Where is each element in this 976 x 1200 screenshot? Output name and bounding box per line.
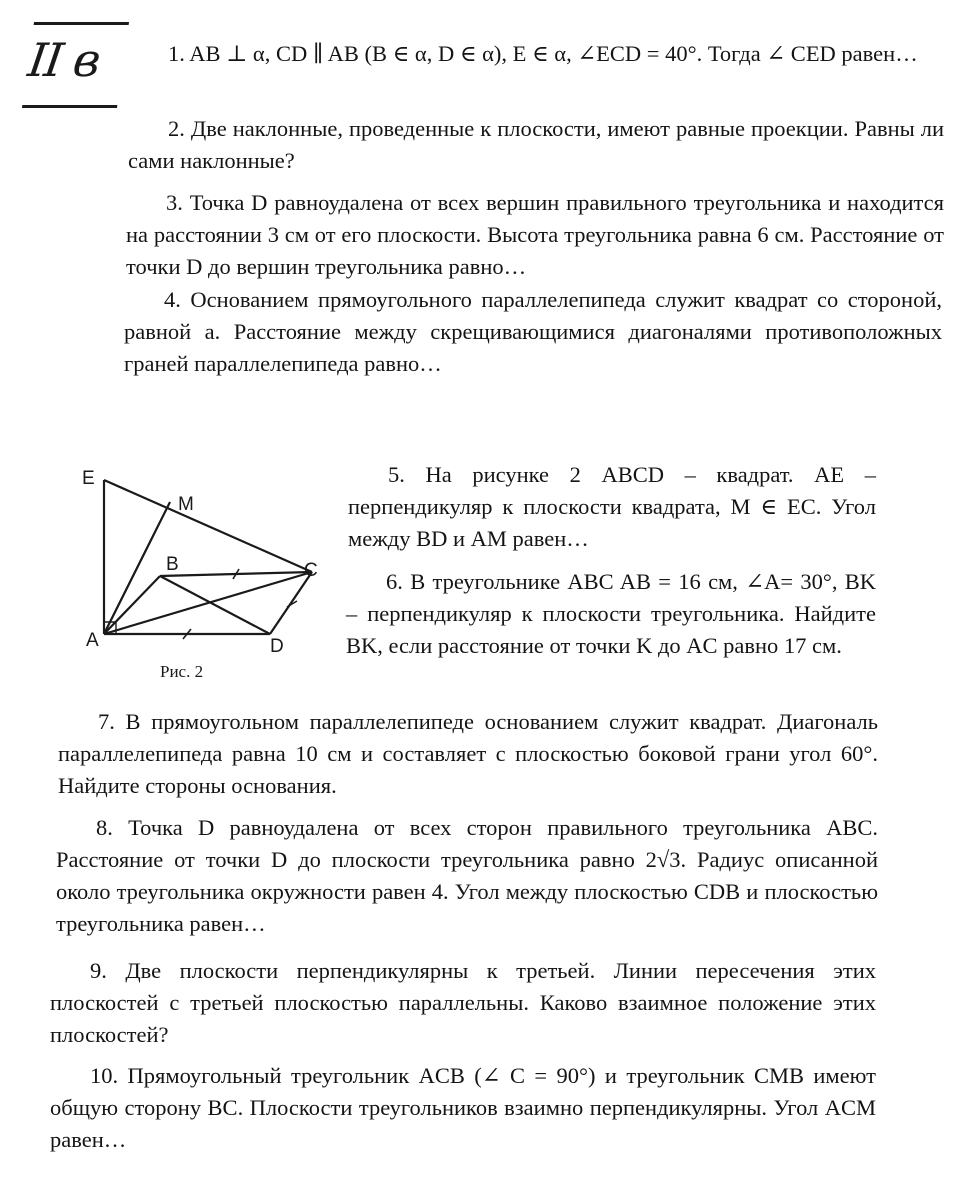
- task-number: 3.: [166, 190, 183, 215]
- figure-caption: Рис. 2: [160, 662, 204, 681]
- task-number: 6.: [386, 569, 403, 594]
- task-4: [124, 284, 942, 380]
- task-number: 4.: [164, 287, 181, 312]
- task-number: 10.: [90, 1063, 119, 1088]
- task-2: [128, 113, 944, 177]
- label-e: E: [82, 468, 95, 489]
- task-text: Две наклонные, проведенные к плоскости, имеют равные проекции. Равны ли сами наклонные?: [128, 116, 944, 173]
- task-number: 9.: [90, 958, 107, 983]
- task-10: [50, 1060, 876, 1156]
- edge-dc: [270, 572, 312, 634]
- task-text: На рисунке 2 ABCD – квадрат. AE – перпендикуляр к плоскости квадрата, M ∈ EC. Угол между BD и AM равен…: [348, 462, 877, 551]
- task-text: Основанием прямоугольного параллелепипеда служит квадрат со стороной, равной a. Расстояние между скрещивающимися диагоналями противоположных граней параллелепипеда равно…: [124, 287, 943, 376]
- task-number: 1.: [168, 41, 185, 66]
- edge-am: [104, 502, 170, 634]
- label-m: M: [178, 494, 194, 515]
- task-text: Точка D равноудалена от всех сторон правильного треугольника ABC. Расстояние от точки D до плоскости треугольника равно 2√3. Радиус описанной около треугольника окружности равен 4. Угол между плоскостью CDB и плоскостью треугольника равен…: [56, 815, 879, 936]
- figure-2: [80, 462, 340, 692]
- task-9: [50, 955, 876, 1051]
- task-8: [56, 812, 878, 940]
- label-a: A: [86, 630, 99, 651]
- task-7: [58, 706, 878, 802]
- handwritten-variant-mark: II в: [22, 22, 129, 108]
- task-1: [128, 38, 944, 70]
- label-b: B: [166, 554, 179, 575]
- task-3: [126, 187, 944, 283]
- label-d: D: [270, 636, 284, 657]
- task-number: 2.: [168, 116, 185, 141]
- task-text: В треугольнике ABC AB = 16 см, ∠A= 30°, BK – перпендикуляр к плоскости треугольника. Найдите BK, если расстояние от точки K до AC равно 17 см.: [346, 569, 877, 658]
- edge-bd: [160, 576, 270, 634]
- task-text: Две плоскости перпендикулярны к третьей. Линии пересечения этих плоскостей с третьей плоскостью параллельны. Каково взаимное положение этих плоскостей?: [50, 958, 876, 1047]
- task-text: Прямоугольный треугольник ACB (∠ C = 90°) и треугольник CMB имеют общую сторону BC. Плоскости треугольников взаимно перпендикулярны. Угол ACM равен…: [50, 1063, 877, 1152]
- edge-ec: [104, 480, 312, 572]
- label-c: C: [304, 560, 318, 581]
- task-number: 8.: [96, 815, 113, 840]
- task-number: 7.: [98, 709, 115, 734]
- task-text: В прямоугольном параллелепипеде основанием служит квадрат. Диагональ параллелепипеда равна 10 см и составляет с плоскостью боковой грани угол 60°. Найдите стороны основания.: [58, 709, 878, 798]
- task-6: [346, 566, 876, 662]
- task-text: Точка D равноудалена от всех вершин правильного треугольника и находится на расстоянии 3 см от его плоскости. Высота треугольника равна 6 см. Расстояние от точки D до вершин треугольника равно…: [126, 190, 945, 279]
- figure-2-drawing: [80, 462, 340, 692]
- task-text: AB ⊥ α, CD ∥ AB (B ∈ α, D ∈ α), E ∈ α, ∠ECD = 40°. Тогда ∠ CED равен…: [189, 41, 918, 66]
- task-number: 5.: [388, 462, 405, 487]
- task-5: [348, 459, 876, 555]
